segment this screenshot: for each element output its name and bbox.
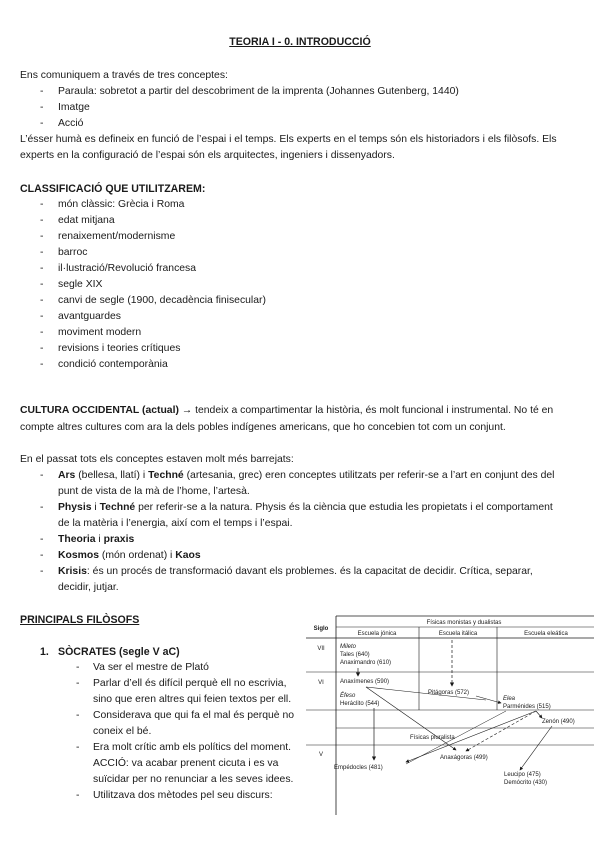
label-anaximenes: Anaxímenes (590): [340, 679, 390, 685]
socrates-heading: SÒCRATES (segle V aC): [58, 646, 180, 658]
col-eleatica: Escuela eleática: [524, 631, 568, 637]
bullet-dash: -: [76, 742, 80, 753]
list-item-text: moviment modern: [58, 327, 142, 338]
term-krisis: Krisis: [58, 566, 87, 577]
row-v: V: [318, 752, 324, 758]
term-theoria: Theoria: [58, 534, 96, 545]
philosophy-schools-diagram: [306, 610, 596, 820]
list-item: Imatge: [58, 102, 90, 113]
text: i: [91, 502, 100, 513]
list-item-text: avantguardes: [58, 311, 121, 322]
intro-paragraph-line1: L’ésser humà es defineix en funció de l’espai i el temps. Els experts en el temps són els historiadors i els filòsofs. Els: [20, 134, 557, 145]
bullet-dash: -: [40, 327, 44, 338]
bullet-dash: -: [76, 662, 80, 673]
list-item-text: condició contemporània: [58, 359, 168, 370]
list-item-text: il·lustració/Revolució francesa: [58, 263, 197, 274]
list-item-text: canvi de segle (1900, decadència finisecular): [58, 295, 266, 306]
row-vii: VII: [317, 646, 325, 652]
culture-line1: [20, 405, 553, 417]
bullet-dash: -: [40, 295, 44, 306]
col-jonica: Escuela jónica: [357, 631, 397, 637]
label-pitagoras: Pitágoras (572): [428, 690, 470, 696]
text: per referir-se a la natura. Physis és la ciència que estudia les propietats i el comportament: [135, 502, 553, 513]
bullet-dash: -: [40, 279, 44, 290]
intro-lead: Ens comuniquem a través de tres conceptes:: [20, 70, 228, 81]
text: (artesania, grec) eren conceptes utilitzats per referir-se a l’art en conjunt des del: [183, 470, 555, 481]
classification-heading: CLASSIFICACIÓ QUE UTILITZAREM:: [20, 183, 206, 195]
bullet-dash: -: [40, 343, 44, 354]
socrates-number: 1.: [40, 646, 49, 658]
arrow-parmenides-zenon: [536, 711, 542, 718]
col-siglo: Siglo: [313, 626, 329, 632]
term-techne: Techné: [148, 470, 184, 481]
label-democrito: Demócrito (430): [504, 780, 548, 786]
label-anaxagoras: Anaxágoras (499): [440, 755, 488, 761]
label-zenon: Zenón (490): [542, 719, 575, 725]
text: : és un procés de transformació davant els problemes. és la capacitat de decidir. Crítica, separar,: [86, 566, 533, 577]
page-title: TEORIA I - 0. INTRODUCCIÓ: [229, 36, 371, 48]
col-italica: Escuela itálica: [438, 631, 478, 637]
term-techne: Techné: [99, 502, 136, 513]
socrates-item-text: Va ser el mestre de Plató: [93, 662, 209, 673]
label-pluralista: Físicas pluralista: [410, 735, 455, 741]
row-vi: VI: [318, 680, 324, 686]
label-leucipo: Leucipo (475): [504, 772, 541, 778]
culture-text: → tendeix a compartimentar la història, és molt funcional i instrumental. No té en: [178, 405, 554, 416]
bullet-dash: -: [76, 678, 80, 689]
socrates-item-text: Considerava que qui fa el mal és perquè no: [93, 710, 295, 721]
bullet-dash: -: [40, 247, 44, 258]
bullet-dash: -: [40, 231, 44, 242]
philosophers-heading: PRINCIPALS FILÒSOFS: [20, 614, 140, 626]
term-kaos: Kaos: [175, 550, 201, 561]
concept-physis-line2: de la matèria i l’energia, així com el temps i l’espai.: [58, 518, 293, 529]
concepts-lead: En el passat tots els conceptes estaven molt més barrejats:: [20, 454, 294, 465]
list-item-text: revisions i teories crítiques: [58, 343, 181, 354]
socrates-item-text: Utilitzava dos mètodes pel seu discurs:: [93, 790, 273, 801]
list-item: Paraula: sobretot a partir del descobriment de la imprenta (Johannes Gutenberg, 1440): [58, 86, 459, 97]
label-empedocles: Empédocles (481): [334, 765, 383, 771]
bullet-dash: -: [40, 199, 44, 210]
term-physis: Physis: [58, 502, 92, 513]
bullet-dash: -: [76, 710, 80, 721]
socrates-item-text: Era molt crític amb els polítics del moment.: [93, 742, 292, 753]
term-praxis: praxis: [103, 534, 135, 545]
arrow-zenon-leucipo: [520, 726, 552, 770]
socrates-item-text: Parlar d’ell és difícil perquè ell no escrivia,: [93, 678, 287, 689]
bullet-dash: -: [40, 311, 44, 322]
culture-line2: compte altres cultures com ara la dels pobles indígenes americans, que ho concebien tot com un conjunt.: [20, 422, 506, 433]
list-item-text: renaixement/modernisme: [58, 231, 176, 242]
label-tales: Tales (640): [340, 652, 370, 658]
socrates-item-text: coneix el bé.: [93, 726, 152, 737]
label-heraclito: Heráclito (544): [340, 701, 380, 707]
term-kosmos: Kosmos: [58, 550, 99, 561]
list-item-text: barroc: [58, 247, 88, 258]
socrates-item-text: suïcidar per no renunciar a les seves idees.: [93, 774, 294, 785]
socrates-item-text: sino que eren altres qui feien textos per ell.: [93, 694, 292, 705]
text: (bellesa, llatí) i: [75, 470, 149, 481]
term-ars: Ars: [58, 470, 76, 481]
list-item-text: segle XIX: [58, 279, 103, 290]
label-efeso: Éfeso: [340, 693, 356, 699]
bullet-dash: -: [40, 359, 44, 370]
label-elea: Elea: [503, 696, 516, 702]
text: (món ordenat) i: [99, 550, 176, 561]
concept-ars-line2: punt de vista de la mà de l’home, l’artesà.: [58, 486, 250, 497]
label-mileto: Mileto: [340, 644, 357, 650]
concept-krisis-line2: decidir, jutjar.: [58, 582, 119, 593]
label-parmenides: Parménides (515): [503, 704, 551, 710]
bullet-dash: -: [40, 263, 44, 274]
intro-paragraph-line2: experts en la configuració de l’espai són els arquitectes, ingeniers i dissenyadors.: [20, 150, 395, 161]
label-anaximandro: Anaximandro (610): [340, 660, 392, 666]
text: i: [95, 534, 104, 545]
list-item-text: edat mitjana: [58, 215, 115, 226]
list-item-text: món clàssic: Grècia i Roma: [58, 199, 185, 210]
bullet-dash: -: [76, 790, 80, 801]
socrates-item-text: ACCIÓ: va acabar prenent cicuta i es va: [93, 758, 279, 769]
diagram-title: Físicas monistas y dualistas: [426, 620, 502, 626]
culture-heading: CULTURA OCCIDENTAL (actual): [20, 405, 179, 416]
bullet-dash: -: [40, 215, 44, 226]
list-item: Acció: [58, 118, 84, 129]
